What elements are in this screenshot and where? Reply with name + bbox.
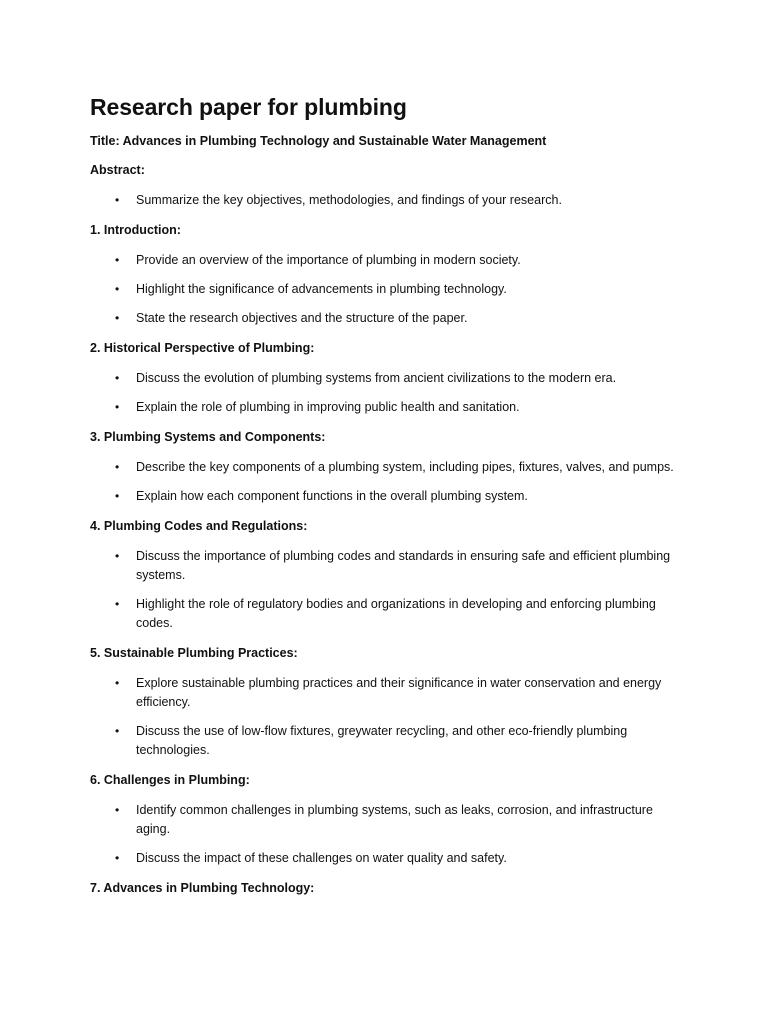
list-item (90, 280, 690, 299)
bullet-icon: • (115, 193, 120, 207)
list-item-text: Identify common challenges in plumbing systems, such as leaks, corrosion, and infrastructure aging. (136, 803, 653, 836)
bullet-icon: • (115, 489, 120, 503)
section (90, 518, 690, 633)
document-title: Research paper for plumbing (90, 94, 407, 120)
bullet-icon: • (115, 597, 120, 611)
bullet-list (90, 191, 690, 210)
section (90, 880, 690, 897)
section (90, 645, 690, 760)
list-item-text: Discuss the evolution of plumbing systems from ancient civilizations to the modern era. (136, 371, 617, 385)
bullet-icon: • (115, 400, 120, 414)
bullet-list (90, 801, 690, 868)
list-item-text: Highlight the role of regulatory bodies and organizations in developing and enforcing plumbing codes. (136, 597, 656, 630)
bullet-list (90, 251, 690, 328)
document-sections (90, 162, 690, 897)
paper-title: Title: Advances in Plumbing Technology and Sustainable Water Management (90, 134, 547, 148)
bullet-icon: • (115, 371, 120, 385)
list-item (90, 251, 690, 270)
bullet-list (90, 674, 690, 760)
list-item-text: Explore sustainable plumbing practices and their significance in water conservation and energy efficiency. (136, 676, 662, 709)
list-item-text: Explain the role of plumbing in improving public health and sanitation. (136, 400, 520, 414)
bullet-icon: • (115, 803, 120, 817)
section-heading: 1. Introduction: (90, 223, 181, 237)
section-heading: 6. Challenges in Plumbing: (90, 773, 250, 787)
section-heading: 7. Advances in Plumbing Technology: (90, 881, 315, 895)
document-page (90, 90, 690, 909)
section (90, 772, 690, 868)
list-item (90, 674, 690, 712)
bullet-icon: • (115, 460, 120, 474)
list-item (90, 309, 690, 328)
list-item-text: Provide an overview of the importance of plumbing in modern society. (136, 253, 521, 267)
list-item-text: Describe the key components of a plumbing system, including pipes, fixtures, valves, and pumps. (136, 460, 674, 474)
list-item (90, 487, 690, 506)
list-item (90, 458, 690, 477)
bullet-icon: • (115, 282, 120, 296)
section (90, 429, 690, 506)
bullet-icon: • (115, 549, 120, 563)
bullet-icon: • (115, 724, 120, 738)
list-item-text: Summarize the key objectives, methodologies, and findings of your research. (136, 193, 562, 207)
list-item-text: Discuss the use of low-flow fixtures, greywater recycling, and other eco-friendly plumbing technologies. (136, 724, 628, 757)
list-item-text: State the research objectives and the structure of the paper. (136, 311, 468, 325)
list-item-text: Discuss the impact of these challenges on water quality and safety. (136, 851, 507, 865)
list-item-text: Explain how each component functions in the overall plumbing system. (136, 489, 528, 503)
list-item (90, 398, 690, 417)
list-item (90, 191, 690, 210)
list-item-text: Highlight the significance of advancements in plumbing technology. (136, 282, 507, 296)
list-item (90, 595, 690, 633)
list-item (90, 801, 690, 839)
bullet-icon: • (115, 676, 120, 690)
bullet-icon: • (115, 851, 120, 865)
section-heading: 3. Plumbing Systems and Components: (90, 430, 326, 444)
list-item (90, 722, 690, 760)
list-item (90, 369, 690, 388)
bullet-list (90, 547, 690, 633)
section (90, 162, 690, 210)
bullet-list (90, 369, 690, 417)
section (90, 340, 690, 417)
list-item-text: Discuss the importance of plumbing codes and standards in ensuring safe and efficient plumbing systems. (136, 549, 671, 582)
section-heading: 2. Historical Perspective of Plumbing: (90, 341, 315, 355)
bullet-icon: • (115, 253, 120, 267)
list-item (90, 849, 690, 868)
section (90, 222, 690, 328)
section-heading: 4. Plumbing Codes and Regulations: (90, 519, 308, 533)
bullet-list (90, 458, 690, 506)
section-heading: Abstract: (90, 163, 145, 177)
list-item (90, 547, 690, 585)
bullet-icon: • (115, 311, 120, 325)
section-heading: 5. Sustainable Plumbing Practices: (90, 646, 298, 660)
